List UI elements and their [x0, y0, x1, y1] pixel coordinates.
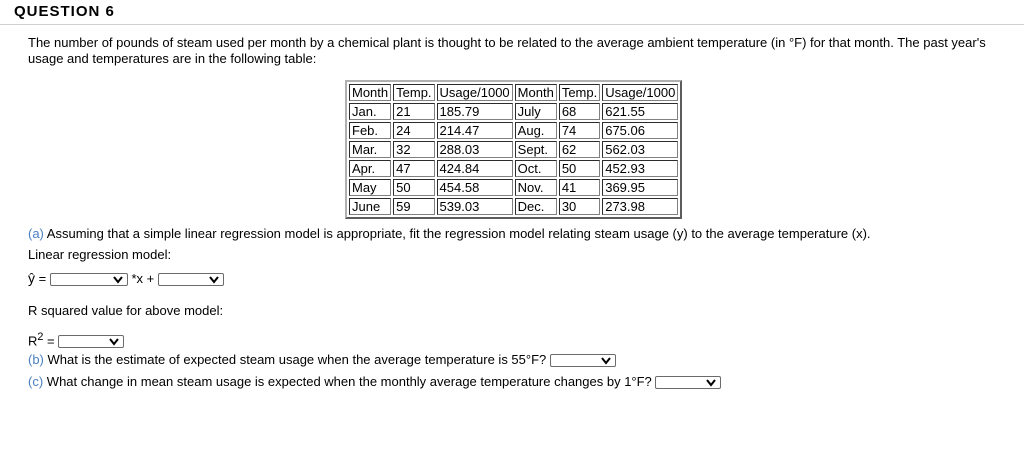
table-cell: 454.58: [437, 179, 513, 196]
table-cell: June: [349, 198, 391, 215]
table-cell: 68: [559, 103, 600, 120]
table-row: [349, 103, 678, 120]
table-header-cell: Temp.: [393, 84, 434, 101]
part-c-question: [28, 374, 721, 390]
table-cell: 74: [559, 122, 600, 139]
steam-usage-table: [345, 80, 682, 219]
question-intro: The number of pounds of steam used per month by a chemical plant is thought to be related to the average ambient temperature (in °F) for that month. The past year's usage and temperatures are in the following table:: [28, 35, 986, 66]
yhat-equals: =: [38, 271, 47, 286]
table-cell: 21: [393, 103, 434, 120]
table-cell: 32: [393, 141, 434, 158]
table-cell: July: [515, 103, 557, 120]
part-b-text: What is the estimate of expected steam usage when the average temperature is 55°F?: [47, 352, 547, 367]
table-cell: Sept.: [515, 141, 557, 158]
table-cell: 24: [393, 122, 434, 139]
table-cell: Oct.: [515, 160, 557, 177]
table-cell: 621.55: [602, 103, 678, 120]
r2-label: R squared value for above model:: [28, 303, 224, 318]
chevron-down-icon: [113, 275, 123, 284]
table-header-cell: Month: [515, 84, 557, 101]
table-cell: 50: [393, 179, 434, 196]
table-cell: 369.95: [602, 179, 678, 196]
table-row: [349, 122, 678, 139]
part-c-text: What change in mean steam usage is expected when the monthly average temperature changes by 1°F?: [46, 374, 652, 389]
model-label: Linear regression model:: [28, 247, 172, 262]
table-cell: Feb.: [349, 122, 391, 139]
slope-dropdown[interactable]: [50, 273, 128, 286]
table-cell: May: [349, 179, 391, 196]
part-a-tag: (a): [28, 226, 44, 241]
r2-row: [28, 329, 124, 349]
x-term: *x +: [131, 271, 155, 286]
table-cell: 452.93: [602, 160, 678, 177]
chevron-down-icon: [601, 356, 611, 365]
r2-equals: =: [47, 333, 55, 349]
table-header-cell: Usage/1000: [437, 84, 513, 101]
table-cell: 214.47: [437, 122, 513, 139]
chevron-down-icon: [209, 275, 219, 284]
chevron-down-icon: [109, 337, 119, 346]
table-cell: 59: [393, 198, 434, 215]
yhat-symbol: ŷ: [28, 270, 35, 286]
table-cell: 47: [393, 160, 434, 177]
title-divider: [0, 24, 1024, 25]
table-cell: 62: [559, 141, 600, 158]
table-cell: 273.98: [602, 198, 678, 215]
table-cell: 424.84: [437, 160, 513, 177]
table-cell: 30: [559, 198, 600, 215]
table-cell: 288.03: [437, 141, 513, 158]
table-row: [349, 198, 678, 215]
part-c-tag: (c): [28, 374, 44, 389]
question-title: QUESTION 6: [14, 3, 115, 20]
table-header-cell: Usage/1000: [602, 84, 678, 101]
r2-superscript: 2: [37, 331, 44, 343]
part-b-dropdown[interactable]: [550, 354, 616, 367]
part-a-question: [28, 226, 1008, 242]
table-row: [349, 179, 678, 196]
table-cell: Apr.: [349, 160, 391, 177]
table-cell: 562.03: [602, 141, 678, 158]
table-header-cell: Temp.: [559, 84, 600, 101]
r2-symbol: R: [28, 333, 38, 349]
part-a-text: Assuming that a simple linear regression model is appropriate, fit the regression model relating steam usage (y) to the average temperature (x).: [46, 226, 871, 241]
part-b-tag: (b): [28, 352, 44, 367]
table-cell: 185.79: [437, 103, 513, 120]
part-c-dropdown[interactable]: [655, 376, 721, 389]
table-row: [349, 141, 678, 158]
table-cell: Dec.: [515, 198, 557, 215]
r2-dropdown[interactable]: [58, 335, 124, 348]
table-cell: Jan.: [349, 103, 391, 120]
table-cell: Mar.: [349, 141, 391, 158]
chevron-down-icon: [706, 378, 716, 387]
table-cell: Aug.: [515, 122, 557, 139]
table-header-cell: Month: [349, 84, 391, 101]
table-row: [349, 160, 678, 177]
table-cell: 41: [559, 179, 600, 196]
part-b-question: [28, 352, 616, 368]
table-cell: 539.03: [437, 198, 513, 215]
table-cell: 50: [559, 160, 600, 177]
table-cell: 675.06: [602, 122, 678, 139]
intercept-dropdown[interactable]: [158, 273, 224, 286]
table-cell: Nov.: [515, 179, 557, 196]
table-header-row: [349, 84, 678, 101]
regression-equation: [28, 270, 224, 287]
